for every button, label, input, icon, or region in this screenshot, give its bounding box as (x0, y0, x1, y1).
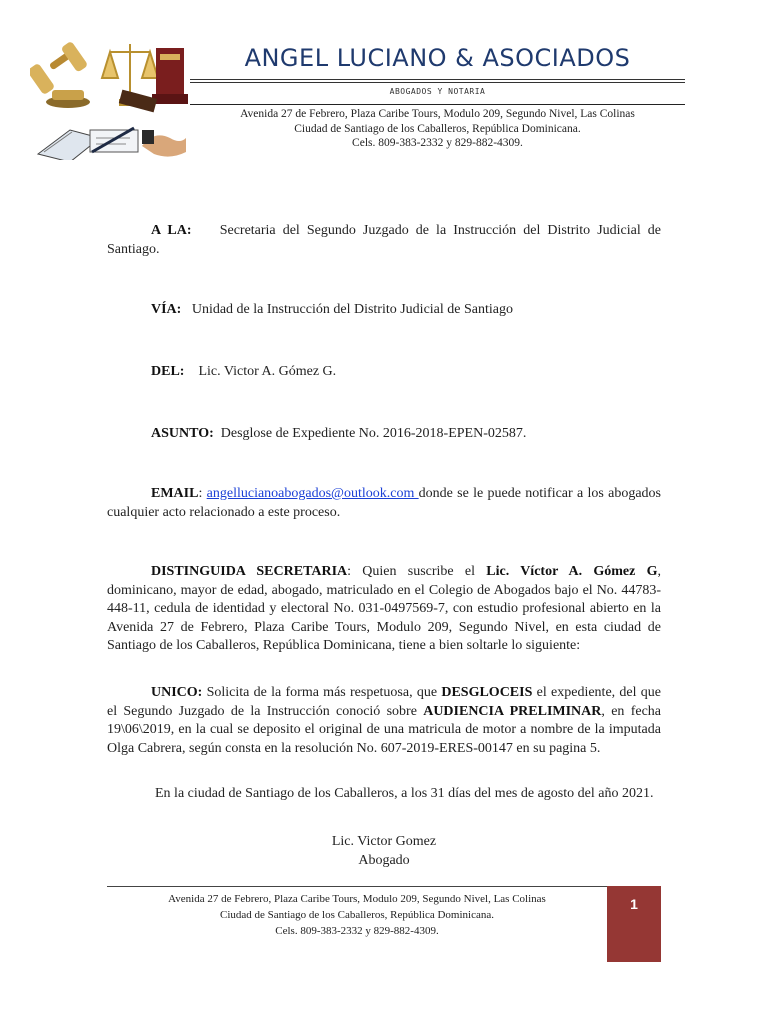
firm-subtitle: ABOGADOS Y NOTARIA (389, 87, 486, 96)
to-value: Secretaria del Segundo Juzgado de la Instrucción del Distrito Judicial de Santiago. (107, 223, 662, 257)
unico-bold: AUDIENCIA PRELIMINAR (423, 703, 602, 719)
lawyer-name: Lic. Víctor A. Gómez G (486, 564, 658, 579)
footer-divider (107, 886, 607, 887)
page-number: 1 (607, 886, 661, 962)
subject-value: Desglose de Expediente No. 2016-2018-EPEN-02587. (220, 426, 527, 441)
phone-line: Cels. 809-383-2332 y 829-882-4309. (352, 137, 523, 149)
header-divider (190, 82, 685, 83)
header-divider (190, 104, 685, 105)
footer-phone-line: Cels. 809-383-2332 y 829-882-4309. (275, 925, 439, 937)
header-divider (190, 79, 685, 80)
greeting-paragraph (107, 563, 661, 656)
via-label: VÍA: (151, 302, 182, 317)
from-value: Lic. Victor A. Gómez G. (198, 364, 337, 379)
address-line: Avenida 27 de Febrero, Plaza Caribe Tours, Modulo 209, Segundo Nivel, Las Colinas (240, 108, 635, 120)
to-label: A LA: (151, 223, 192, 238)
greeting-text: : Quien suscribe el (347, 564, 487, 579)
via-value: Unidad de la Instrucción del Distrito Judicial de Santiago (191, 302, 513, 317)
subject-paragraph (107, 425, 661, 444)
email-separator: : (198, 486, 207, 501)
unico-text: , en fecha 19\06\2019, en la cual se deposito el original de una matricula de motor a nombre de la imputada Olga Cabrera, según consta en la resolución No. 607-2019-ERES-00147 en su pagina 5. (107, 703, 661, 756)
email-link[interactable]: angellucianoabogados@outlook.com (206, 486, 419, 501)
footer-address-line: Ciudad de Santiago de los Caballeros, República Dominicana. (219, 909, 495, 921)
footer-address (107, 891, 607, 939)
subject-label: ASUNTO: (151, 426, 214, 441)
closing-paragraph: En la ciudad de Santiago de los Caballeros, a los 31 días del mes de agosto del año 2021. (155, 786, 654, 801)
unico-text: Solicita de la forma más respetuosa, que (202, 685, 442, 700)
handshake-icon (142, 130, 186, 157)
email-label: EMAIL (151, 486, 199, 501)
unico-bold: DESGLOCEIS (441, 685, 533, 700)
signature-name: Lic. Victor Gomez (331, 834, 437, 849)
footer-address-line: Avenida 27 de Febrero, Plaza Caribe Tours, Modulo 209, Segundo Nivel, Las Colinas (168, 893, 546, 905)
greeting-text: , dominicano, mayor de edad, abogado, matriculado en el Colegio de Abogados bajo el No. 44783-448-11, cedula de identidad y electoral No. 031-0497569-7, con estudio profesional abierto en la Avenida 27 de Febrero, Plaza Caribe Tours, Modulo 209, Segundo Nivel, en esta ciudad de Santiago de los Caballeros, República Dominicana, tiene a bien soltarle lo siguiente: (107, 564, 661, 653)
from-label: DEL: (151, 364, 185, 379)
law-firm-logo (30, 34, 190, 160)
pen-document-icon (90, 128, 138, 152)
unico-paragraph (107, 684, 661, 758)
gavel-icon (30, 41, 90, 108)
address-line: Ciudad de Santiago de los Caballeros, República Dominicana. (294, 122, 581, 135)
addressee-paragraph (107, 222, 661, 259)
email-paragraph (107, 485, 661, 522)
firm-name: ANGEL LUCIANO & ASOCIADOS (244, 44, 631, 72)
law-books-icon (152, 48, 188, 104)
signature-block (107, 833, 661, 870)
unico-label: UNICO: (151, 685, 203, 700)
from-paragraph (107, 363, 661, 382)
unico-text: el expediente, del que el Segundo Juzgado de la Instrucción conoció sobre (107, 685, 662, 719)
signature-title: Abogado (358, 852, 410, 868)
header-address (190, 107, 685, 151)
greeting-label: DISTINGUIDA SECRETARIA (151, 564, 348, 579)
via-paragraph (107, 301, 661, 320)
email-rest: donde se le puede notificar a los abogados cualquier acto relacionado a este proceso. (107, 486, 661, 520)
